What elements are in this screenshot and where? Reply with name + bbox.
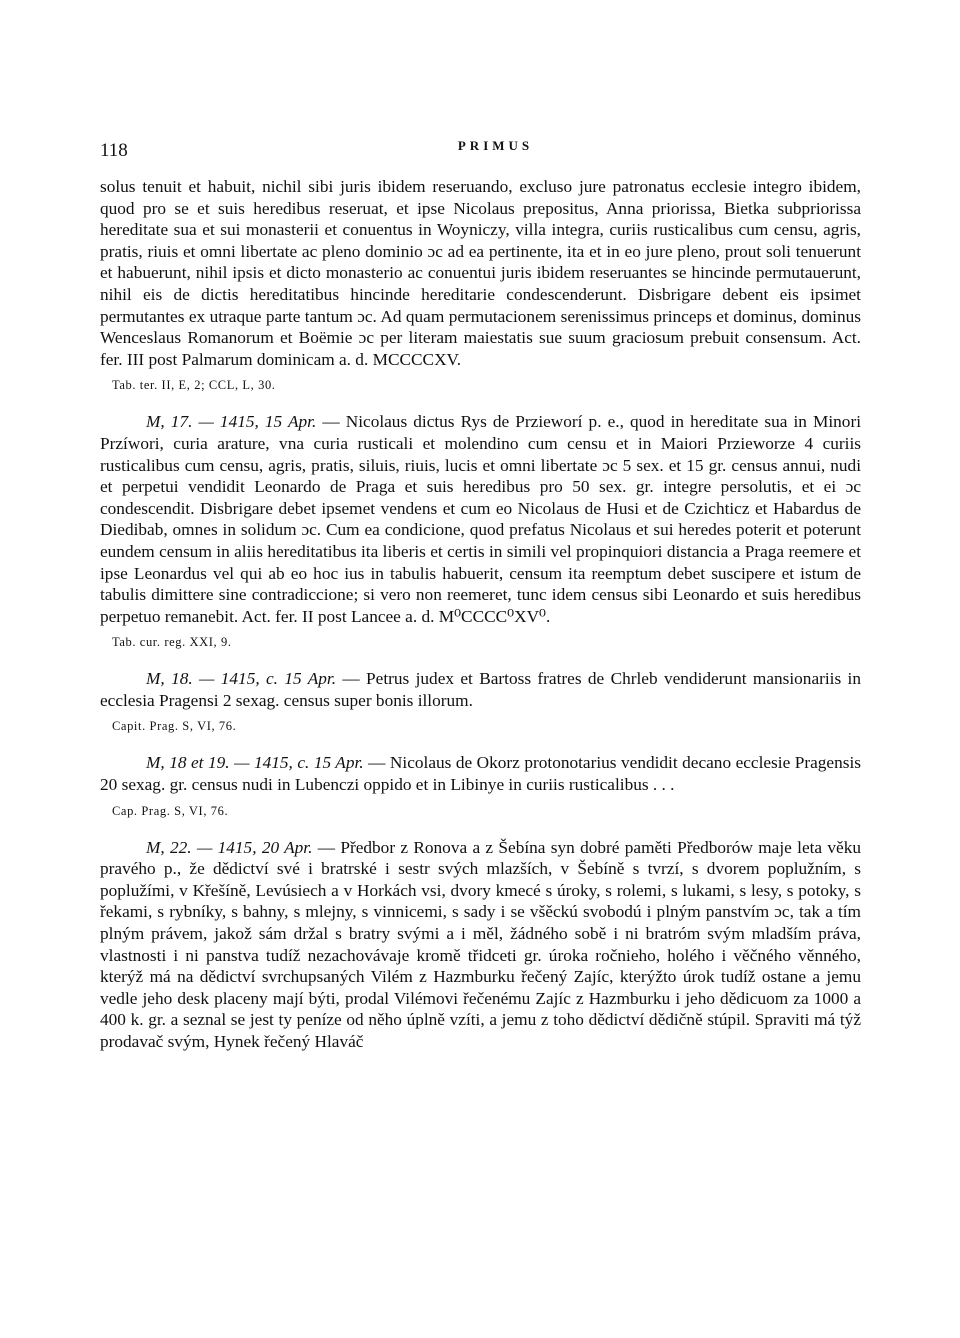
- source-citation: Cap. Prag. S, VI, 76.: [112, 803, 229, 818]
- entry-text: — Petrus judex et Bartoss fratres de Chrleb vendiderunt mansionariis in ecclesia Pragensi 2 sexag. census super bonis illorum.: [100, 669, 861, 710]
- entry-m22: [100, 837, 861, 1053]
- entry-m18: [100, 668, 861, 734]
- entry-reference: M, 18. — 1415, c. 15 Apr.: [146, 669, 337, 689]
- entry-paragraph: [100, 837, 861, 1053]
- entry-reference: M, 22. — 1415, 20 Apr.: [146, 837, 313, 857]
- entry-text: — Předbor z Ronova a z Šebína syn dobré paměti Předborów maje leta věku pravého p., že dědictví své i bratrské i sestr svých mlazších, v Šebíně s tvrzí, s dvorem poplužním, s poplužími, v Křešíně, Levúsiech a v Horkách vsi, dvory kmecé s úroky, s rolemi, s lukami, s lesy, s potoky, s řekami, s rybníky, s bahny, s mlejny, s vinnicemi, s sady i se všěckú svobodú i plným panstvím ɔc, tak a tím plným právem, jakož sám držal s bratry svými a i měl, žádného sobě i ni bratróm svým mladším práva, vlastnosti i ni panstva tudíž nezachovávaje kromě třidceti gr. úroka ročnieho, holého i věčného věnného, kterýž má na dědictví svrchupsaných Vilém z Hazmburku řečený Zajíc, kterýžto úrok tudíž ostane a jemu vedle jeho desk placeny mají býti, prodal Vilémovi řečenému Zajíc z Hazmburku i jeho dědicuom za 1000 a 400 k. gr. a seznal se jest ty peníze od něho úplně vzíti, a jemu z toho dědictví dědičně stúpil. Spraviti má týž prodavač svým, Hynek řečený Hlaváč: [100, 837, 861, 1051]
- document-page: [100, 138, 861, 1053]
- page-number: 118: [100, 140, 128, 161]
- intro-paragraph: solus tenuit et habuit, nichil sibi juris ibidem reseruando, excluso jure patronatus ecclesie integro ibidem, quod pro se et suis heredibus reseruat, et ipse Nicolaus prepositus, Anna priorissa, Bietka subpriorissa hereditate sua et sui monasterii et conuentus in Woyniczy, villa integra, curiis rusticalibus cum censu, agris, pratis, riuis et omni libertate ac pleno dominio ɔc ad ea pertinente, ita et in eo jure pleno, prout soli tenuerunt et habuerunt, nihil ipsis et dicto monasterio ac conuentui juris ibidem reseruantes se hincinde permutauerunt, nihil eis de dictis hereditatibus hincinde hereditarie condescenderunt. Disbrigare debent eis ipsimet permutantes ex utraque parte tantum ɔc. Ad quam permutacionem serenissimus princeps et dominus, dominus Wenceslaus Romanorum et Boëmie ɔc per literam maiestatis sue suum graciosum prebuit consensum. Act. fer. III post Palmarum dominicam a. d. MCCCCXV.: [100, 177, 861, 369]
- entry-m18-19: [100, 752, 861, 818]
- entry-paragraph: [100, 668, 861, 711]
- entry-text: — Nicolaus de Okorz protonotarius vendidit decano ecclesie Pragensis 20 sexag. gr. census nudi in Lubenczi oppido et in Libinye in curiis rusticalibus . . .: [100, 753, 861, 795]
- source-citation: Tab. ter. II, E, 2; CCL, L, 30.: [112, 378, 276, 393]
- entry-m17: [100, 411, 861, 650]
- entry-reference: M, 17. — 1415, 15 Apr.: [146, 412, 317, 432]
- entry-paragraph: [100, 752, 861, 795]
- entry-reference: M, 18 et 19. — 1415, c. 15 Apr.: [146, 753, 364, 773]
- page-header: [100, 138, 861, 168]
- entry-text: — Nicolaus dictus Rys de Przieworí p. e., quod in hereditate sua in Minori Przíwori, curia arature, vna curia rusticali et molendino cum censu et in Maiori Przieworze 4 curiis rusticalibus cum censu, agris, pratis, siluis, riuis, lucis et omni libertate ɔc 5 sex. et 15 gr. census annui, nudi et perpetui vendidit Leonardo de Praga et suis heredibus pro 50 sex. gr. integre persolutis, et ei ɔc condescendit. Disbrigare debet ipsemet vendens et cum eo Nicolaus de Husi et de Czichticz et Habardus de Diedibab, omnes in solidum ɔc. Cum ea condicione, quod prefatus Nicolaus et sui heredes poterit et poterunt eundem censum in aliis hereditatibus ita liberis et certis in simili vel propinquiori distancia a Praga reemere et ipse Leonardus vel qui ab eo hoc ius in tabulis habuerit, censum ita reemptum debet suscipere et istum de tabulis dimittere sine contradiccione; si vero non reemeret, tunc idem census sibi Leonardo et suis heredibus perpetuo remanebit. Act. fer. II post Lancee a. d. M⁰CCCC⁰XV⁰.: [100, 412, 862, 626]
- entry-paragraph: [100, 411, 861, 627]
- source-citation: Tab. cur. reg. XXI, 9.: [112, 635, 232, 650]
- running-title: PRIMUS: [457, 138, 534, 153]
- source-citation: Capit. Prag. S, VI, 76.: [112, 719, 237, 734]
